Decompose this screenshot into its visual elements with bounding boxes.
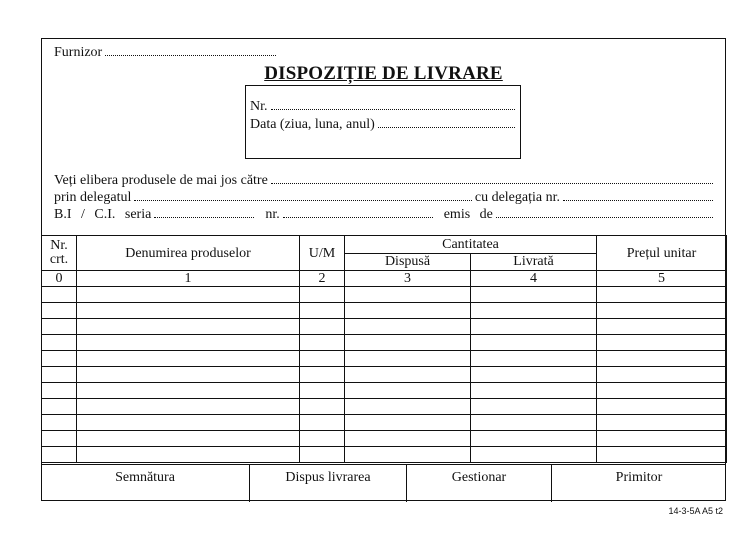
table-cell[interactable]	[42, 287, 77, 303]
table-row	[42, 351, 727, 367]
signature-footer	[41, 464, 726, 502]
index-1: 1	[77, 271, 300, 287]
col-nr-label-2: crt.	[49, 252, 69, 267]
table-cell[interactable]	[345, 287, 471, 303]
table-row	[42, 431, 727, 447]
date-field[interactable]	[250, 116, 518, 133]
table-cell[interactable]	[300, 351, 345, 367]
table-cell[interactable]	[300, 367, 345, 383]
table-cell[interactable]	[345, 415, 471, 431]
table-cell[interactable]	[471, 447, 597, 463]
recipient-dots	[271, 172, 713, 184]
table-cell[interactable]	[300, 431, 345, 447]
index-3: 3	[345, 271, 471, 287]
table-cell[interactable]	[77, 399, 300, 415]
id-nr-dots	[283, 206, 433, 218]
issued-by-dots	[496, 206, 713, 218]
table-cell[interactable]	[471, 415, 597, 431]
table-cell[interactable]	[597, 399, 727, 415]
dispatch-cell[interactable]: Dispus livrarea	[250, 465, 407, 502]
col-disp-header: Dispusă	[345, 253, 471, 271]
delegation-dots	[563, 189, 713, 201]
table-cell[interactable]	[42, 351, 77, 367]
table-cell[interactable]	[345, 399, 471, 415]
index-4: 4	[471, 271, 597, 287]
table-cell[interactable]	[42, 431, 77, 447]
table-cell[interactable]	[77, 287, 300, 303]
table-cell[interactable]	[597, 335, 727, 351]
col-qty-header: Cantitatea	[345, 236, 597, 254]
table-cell[interactable]	[77, 415, 300, 431]
table-cell[interactable]	[300, 399, 345, 415]
supplier-label: Furnizor	[54, 45, 103, 60]
products-table	[41, 235, 727, 463]
table-cell[interactable]	[77, 335, 300, 351]
table-cell[interactable]	[345, 367, 471, 383]
table-cell[interactable]	[300, 319, 345, 335]
col-livr-header: Livrată	[471, 253, 597, 271]
table-cell[interactable]	[471, 367, 597, 383]
table-cell[interactable]	[300, 415, 345, 431]
table-cell[interactable]	[471, 303, 597, 319]
table-row	[42, 447, 727, 463]
table-row	[42, 415, 727, 431]
document-title: DISPOZIȚIE DE LIVRARE	[264, 63, 503, 84]
index-2: 2	[300, 271, 345, 287]
recipient-field[interactable]	[54, 172, 716, 189]
table-row	[42, 383, 727, 399]
table-cell[interactable]	[42, 367, 77, 383]
id-series-dots	[154, 206, 254, 218]
table-row	[42, 335, 727, 351]
table-cell[interactable]	[42, 415, 77, 431]
table-cell[interactable]	[471, 319, 597, 335]
table-row	[42, 319, 727, 335]
table-cell[interactable]	[345, 447, 471, 463]
date-label: Data (ziua, luna, anul)	[250, 117, 375, 132]
table-cell[interactable]	[77, 319, 300, 335]
index-5: 5	[597, 271, 727, 287]
table-cell[interactable]	[597, 303, 727, 319]
date-dots	[378, 116, 515, 128]
table-cell[interactable]	[77, 383, 300, 399]
table-cell[interactable]	[471, 399, 597, 415]
table-cell[interactable]	[597, 287, 727, 303]
id-field[interactable]	[54, 206, 716, 223]
column-index-row	[42, 271, 727, 287]
table-row	[42, 303, 727, 319]
table-cell[interactable]	[597, 447, 727, 463]
form-code: 14-3-5A A5 t2	[668, 506, 723, 516]
table-row	[42, 367, 727, 383]
col-price-header: Prețul unitar	[597, 236, 727, 271]
col-nr-header	[42, 236, 77, 271]
table-cell[interactable]	[345, 335, 471, 351]
delegate-dots	[134, 189, 471, 201]
table-cell[interactable]	[42, 303, 77, 319]
signature-cell[interactable]: Semnătura	[41, 465, 250, 502]
table-cell[interactable]	[345, 383, 471, 399]
table-cell[interactable]	[77, 447, 300, 463]
table-cell[interactable]	[597, 351, 727, 367]
receiver-cell[interactable]: Primitor	[615, 470, 663, 485]
table-cell[interactable]	[471, 351, 597, 367]
delegate-label: prin delegatul	[54, 190, 132, 205]
empty-rows	[42, 287, 727, 463]
table-cell[interactable]	[597, 319, 727, 335]
table-row	[42, 287, 727, 303]
table-cell[interactable]	[42, 399, 77, 415]
table-cell[interactable]	[471, 431, 597, 447]
table-cell[interactable]	[42, 383, 77, 399]
table-cell[interactable]	[77, 303, 300, 319]
supplier-dots	[105, 44, 276, 56]
table-cell[interactable]	[471, 287, 597, 303]
nr-dots	[271, 98, 516, 110]
delegation-label: cu delegația nr.	[474, 190, 560, 205]
table-cell[interactable]	[345, 431, 471, 447]
nr-label: Nr.	[250, 99, 268, 114]
table-cell[interactable]	[471, 335, 597, 351]
table-cell[interactable]	[42, 335, 77, 351]
table-cell[interactable]	[300, 383, 345, 399]
table-cell[interactable]	[300, 335, 345, 351]
recipient-label: Veți elibera produsele de mai jos către	[54, 173, 268, 188]
supplier-field[interactable]	[54, 44, 279, 61]
delivery-form	[41, 38, 726, 501]
table-cell[interactable]	[300, 447, 345, 463]
table-row	[42, 399, 727, 415]
col-name-header: Denumirea produselor	[77, 236, 300, 271]
index-0: 0	[42, 271, 77, 287]
col-um-header: U/M	[300, 236, 345, 271]
issued-by-label: emis de	[443, 207, 493, 222]
table-cell[interactable]	[300, 303, 345, 319]
storekeeper-cell[interactable]: Gestionar	[407, 465, 552, 502]
table-cell[interactable]	[77, 367, 300, 383]
id-nr-label: nr.	[265, 207, 280, 222]
table-cell[interactable]	[597, 367, 727, 383]
table-cell[interactable]	[42, 319, 77, 335]
table-cell[interactable]	[345, 303, 471, 319]
table-cell[interactable]	[300, 287, 345, 303]
table-cell[interactable]	[597, 431, 727, 447]
delegate-field[interactable]	[54, 189, 716, 206]
table-cell[interactable]	[471, 383, 597, 399]
nr-field[interactable]	[250, 98, 518, 115]
table-cell[interactable]	[77, 431, 300, 447]
id-series-label: B.I / C.I. seria	[54, 207, 152, 222]
table-cell[interactable]	[345, 351, 471, 367]
table-cell[interactable]	[77, 351, 300, 367]
col-nr-label-1: Nr.	[50, 238, 68, 253]
table-cell[interactable]	[42, 447, 77, 463]
table-cell[interactable]	[597, 383, 727, 399]
table-header-row	[42, 236, 727, 254]
table-cell[interactable]	[345, 319, 471, 335]
table-cell[interactable]	[597, 415, 727, 431]
number-date-box	[245, 85, 521, 159]
